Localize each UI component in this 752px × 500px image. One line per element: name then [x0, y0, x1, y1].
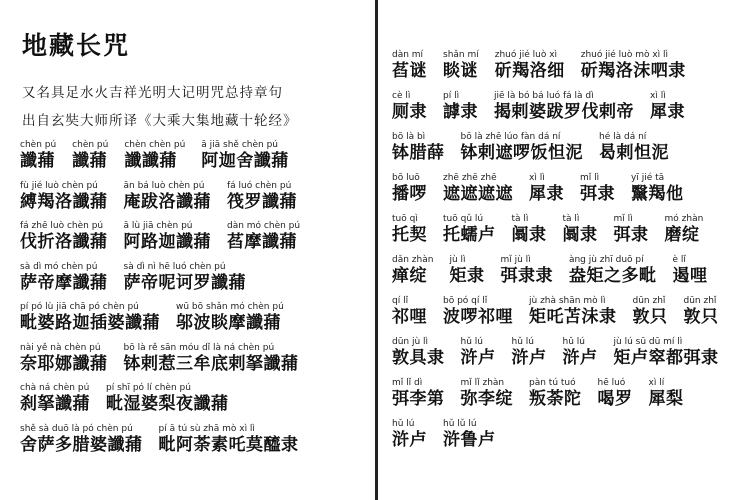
mantra-phrase: [449, 255, 484, 287]
mantra-row: [392, 337, 735, 369]
mantra-phrase: [631, 173, 684, 205]
pinyin-text: dūn zhǐ: [683, 296, 717, 306]
hanzi-text: 播啰: [392, 184, 427, 204]
hanzi-text: 睒谜: [443, 61, 478, 81]
mantra-phrase: [529, 296, 617, 328]
hanzi-text: 瘅绽: [392, 266, 427, 286]
pinyin-text: hē luó: [597, 378, 626, 388]
hanzi-text: 矩卢窣都弭隶: [613, 348, 719, 368]
mantra-phrase: [563, 337, 598, 369]
page-divider: [375, 0, 378, 500]
pinyin-text: chèn pú: [72, 140, 109, 150]
hanzi-text: 犀隶: [529, 184, 564, 204]
hanzi-text: 敦只: [632, 307, 668, 327]
mantra-phrase: [124, 181, 212, 213]
hanzi-text: 遏哩: [672, 266, 708, 286]
pinyin-text: zhē zhē zhē: [443, 173, 497, 183]
mantra-phrase: [106, 383, 229, 415]
pinyin-text: bō là bì: [392, 132, 426, 142]
hanzi-text: 萏谜: [392, 61, 427, 81]
hanzi-text: 曷剌怛泥: [599, 143, 669, 163]
hanzi-text: 钵剌遮啰饭怛泥: [460, 143, 583, 163]
pinyin-text: xì lì: [650, 91, 666, 101]
mantra-phrase: [614, 214, 649, 246]
pinyin-text: dūn zhǐ: [632, 296, 666, 306]
pinyin-text: mǐ lǐ dì: [392, 378, 423, 388]
hanzi-text: 斫羯洛沫呬隶: [580, 61, 686, 81]
mantra-row: [392, 50, 702, 82]
hanzi-text: 托蠕卢: [443, 225, 496, 245]
mantra-phrase: [20, 383, 90, 415]
hanzi-text: 讖蒱: [20, 151, 55, 171]
mantra-row: [392, 378, 700, 410]
mantra-phrase: [563, 214, 598, 246]
pinyin-text: tà lì: [562, 214, 580, 224]
mantra-phrase: [569, 255, 657, 287]
pinyin-text: hǔ lú: [511, 337, 534, 347]
pinyin-text: bō là zhē lúo fàn dá ní: [460, 132, 561, 142]
hanzi-text: 阿迦舍讖蒱: [201, 151, 289, 171]
pinyin-text: nài yě nà chèn pú: [20, 342, 101, 353]
mantra-phrase: [461, 378, 514, 410]
mantra-phrase: [599, 132, 669, 164]
hanzi-text: 浒卢: [460, 348, 496, 368]
mantra-row: [20, 424, 315, 456]
mantra-phrase: [614, 337, 719, 369]
hanzi-text: 萨帝呢诃罗讖蒱: [123, 272, 246, 293]
hanzi-text: 弭隶隶: [500, 266, 553, 286]
mantra-phrase: [633, 296, 668, 328]
hanzi-text: 邬波睒摩讖蒱: [176, 313, 281, 333]
mantra-phrase: [443, 50, 479, 82]
mantra-phrase: [650, 91, 685, 123]
mantra-phrase: [392, 132, 445, 164]
left-page: [0, 0, 374, 500]
hanzi-text: 萨帝摩讖蒱: [20, 272, 108, 293]
hanzi-text: 矩吒苫沬隶: [529, 307, 617, 327]
hanzi-text: 筏罗讖蒱: [227, 191, 297, 212]
mantra-row: [20, 343, 315, 375]
hanzi-text: 矩隶: [449, 266, 485, 286]
mantra-phrase: [598, 378, 633, 410]
hanzi-text: 犀隶: [650, 102, 685, 122]
pinyin-text: è lǐ: [672, 255, 686, 265]
hanzi-text: 毗婆路迦插婆讖蒱: [20, 313, 160, 333]
mantra-phrase: [20, 424, 143, 456]
hanzi-text: 弥李绽: [460, 389, 513, 409]
pinyin-text: tuō qì: [392, 214, 418, 224]
hanzi-text: 黳羯他: [631, 184, 684, 204]
pinyin-text: hǔ lú: [460, 337, 483, 347]
mantra-phrase: [443, 91, 478, 123]
pinyin-text: dūn jù lì: [392, 337, 429, 347]
mantra-row: [20, 140, 305, 172]
pinyin-text: chèn pú: [20, 140, 57, 150]
mantra-phrase: [495, 50, 565, 82]
mantra-phrase: [20, 262, 108, 294]
hanzi-text: 萏摩讖蒱: [227, 232, 297, 252]
mantra-phrase: [124, 343, 299, 375]
mantra-phrase: [512, 214, 547, 246]
mantra-phrase: [392, 214, 427, 246]
mantra-phrase: [529, 173, 564, 205]
hanzi-text: 波啰祁哩: [443, 307, 513, 327]
hanzi-text: 阘隶: [562, 225, 598, 245]
mantra-row: [20, 383, 245, 415]
hanzi-text: 縛羯洛讖蒱: [20, 191, 108, 212]
subtitle-line-1: 又名具足水火吉祥光明大记明咒总持章句: [22, 85, 283, 101]
pinyin-text: pí ā tú sù zhā mò xì lì: [158, 423, 255, 434]
subtitle-line-2: 出自玄奘大师所译《大乘大集地藏十轮经》: [22, 113, 298, 129]
pinyin-text: dàn mó chèn pú: [227, 221, 301, 231]
pinyin-text: wū bō shǎn mó chèn pú: [176, 302, 284, 312]
pinyin-text: jiē là bó bá luó fá là dì: [494, 91, 594, 101]
pinyin-text: ā jiā shě chèn pú: [201, 140, 278, 150]
mantra-row: [392, 173, 700, 205]
pinyin-text: bō luō: [392, 173, 420, 183]
mantra-phrase: [124, 140, 185, 172]
hanzi-text: 刹拏讖蒱: [20, 394, 90, 414]
pinyin-text: pí lì: [443, 91, 460, 101]
mantra-phrase: [392, 337, 445, 369]
mantra-row: [392, 214, 719, 246]
mantra-phrase: [581, 50, 686, 82]
pinyin-text: fá luó chèn pú: [227, 180, 292, 191]
pinyin-text: sà dì nì hē luó chèn pú: [123, 261, 226, 272]
pinyin-text: xì lí: [648, 378, 665, 388]
mantra-phrase: [580, 173, 615, 205]
hanzi-text: 浒卢: [511, 348, 547, 368]
mantra-row: [392, 419, 512, 451]
pinyin-text: pí shī pó lí chèn pú: [106, 383, 191, 393]
mantra-phrase: [529, 378, 582, 410]
mantra-phrase: [124, 221, 212, 253]
mantra-phrase: [124, 262, 247, 294]
hanzi-text: 弭隶: [613, 225, 649, 245]
pinyin-text: hǔ lǔ lú: [443, 419, 477, 429]
hanzi-text: 遮遮遮遮: [443, 184, 513, 204]
hanzi-text: 钵剌惹三牟底剌拏讖蒱: [123, 353, 299, 374]
mantra-phrase: [672, 255, 707, 287]
pinyin-text: pí pó lù jiā chā pó chèn pú: [20, 302, 139, 312]
pinyin-text: bō là rě sān móu dǐ là ná chèn pú: [123, 342, 275, 353]
mantra-phrase: [649, 378, 684, 410]
mantra-phrase: [443, 296, 513, 328]
pinyin-text: tuō qǔ lú: [443, 214, 484, 224]
hanzi-text: 托契: [392, 225, 427, 245]
pinyin-text: yī jié tā: [631, 173, 665, 183]
hanzi-text: 伐折洛讖蒱: [20, 232, 108, 252]
pinyin-text: zhuó jié luò xì: [494, 50, 558, 60]
pinyin-text: sà dì mó chèn pú: [20, 261, 98, 272]
hanzi-text: 祁哩: [392, 307, 427, 327]
mantra-phrase: [443, 214, 496, 246]
pinyin-text: hǔ lú: [562, 337, 585, 347]
mantra-phrase: [512, 337, 547, 369]
mantra-phrase: [392, 255, 433, 287]
pinyin-text: jù lì: [449, 255, 466, 265]
hanzi-text: 毗阿荼素吒莫醯隶: [158, 434, 299, 455]
mantra-phrase: [443, 419, 496, 451]
mantra-phrase: [461, 132, 584, 164]
mantra-phrase: [461, 337, 496, 369]
mantra-phrase: [392, 419, 427, 451]
pinyin-text: hé là dá ní: [599, 132, 647, 142]
hanzi-text: 斫羯洛细: [494, 61, 565, 81]
hanzi-text: 毗湿婆梨夜讖蒱: [106, 394, 229, 414]
mantra-phrase: [176, 302, 284, 334]
hanzi-text: 讖蒱: [72, 151, 108, 171]
hanzi-text: 磨绽: [664, 225, 700, 245]
pinyin-text: qí lǐ: [392, 296, 409, 306]
hanzi-text: 叛荼陀: [529, 389, 582, 409]
mantra-phrase: [500, 255, 553, 287]
mantra-phrase: [392, 50, 427, 82]
mantra-phrase: [72, 140, 108, 172]
mantra-phrase: [494, 91, 634, 123]
mantra-row: [20, 262, 262, 294]
hanzi-text: 敦只: [683, 307, 719, 327]
hanzi-text: 弭李第: [392, 389, 445, 409]
mantra-phrase: [684, 296, 719, 328]
pinyin-text: hǔ lú: [392, 419, 415, 429]
mantra-row: [392, 91, 701, 123]
mantra-phrase: [20, 221, 108, 253]
hanzi-text: 敦具隶: [392, 348, 445, 368]
pinyin-text: shě sà duō là pó chèn pú: [20, 423, 133, 434]
mantra-phrase: [392, 378, 445, 410]
mantra-phrase: [20, 181, 108, 213]
mantra-phrase: [392, 173, 427, 205]
hanzi-text: 钵腊薛: [392, 143, 445, 163]
pinyin-text: mǐ jù lì: [500, 255, 531, 265]
hanzi-text: 犀梨: [648, 389, 684, 409]
hanzi-text: 謼隶: [443, 102, 478, 122]
hanzi-text: 浒鲁卢: [443, 430, 496, 450]
hanzi-text: 盎矩之多毗: [568, 266, 657, 286]
pinyin-text: shǎn mí: [443, 50, 479, 60]
pinyin-text: chèn chèn pú: [124, 140, 186, 150]
hanzi-text: 揭剌婆跋罗伐剌帝: [494, 102, 634, 122]
hanzi-text: 厕隶: [392, 102, 427, 122]
pinyin-text: pàn tú tuó: [529, 378, 576, 388]
page-title: 地藏长咒: [22, 31, 131, 60]
mantra-phrase: [227, 181, 297, 213]
mantra-row: [392, 296, 735, 328]
hanzi-text: 庵跋洛讖蒱: [123, 191, 211, 212]
pinyin-text: fù jié luò chèn pú: [20, 180, 98, 191]
mantra-row: [20, 181, 313, 213]
pinyin-text: mó zhàn: [664, 214, 704, 224]
pinyin-text: dàn mí: [392, 50, 424, 60]
mantra-phrase: [20, 343, 108, 375]
pinyin-text: cè lì: [392, 91, 411, 101]
mantra-row: [392, 132, 685, 164]
pinyin-text: mǐ lì: [580, 173, 600, 183]
pinyin-text: mǐ lì: [613, 214, 633, 224]
pinyin-text: fá zhē luò chèn pú: [20, 221, 104, 231]
pinyin-text: ā lù jiā chèn pú: [123, 221, 193, 231]
hanzi-text: 阿路迦讖蒱: [123, 232, 211, 252]
pinyin-text: xì lì: [529, 173, 545, 183]
hanzi-text: 弭隶: [580, 184, 615, 204]
hanzi-text: 舍萨多腊婆讖蒱: [20, 434, 143, 455]
mantra-row: [20, 221, 316, 253]
pinyin-text: ān bá luò chèn pú: [123, 180, 205, 191]
mantra-phrase: [665, 214, 704, 246]
mantra-row: [20, 302, 300, 334]
mantra-phrase: [392, 296, 427, 328]
pinyin-text: jù zhà shān mò lì: [529, 296, 606, 306]
mantra-phrase: [392, 91, 427, 123]
pinyin-text: mǐ lǐ zhàn: [460, 378, 505, 388]
hanzi-text: 阘隶: [511, 225, 547, 245]
hanzi-text: 喝罗: [597, 389, 633, 409]
hanzi-text: 讖讖蒱: [124, 151, 177, 171]
hanzi-text: 奈耶娜讖蒱: [20, 353, 108, 374]
mantra-phrase: [159, 424, 299, 456]
pinyin-text: bō pó qí lǐ: [443, 296, 488, 306]
right-page: [380, 0, 752, 500]
mantra-phrase: [443, 173, 513, 205]
pinyin-text: jù lú sū dū mí lì: [613, 337, 683, 347]
pinyin-text: zhuó jié luò mò xì lì: [580, 50, 669, 60]
mantra-phrase: [227, 221, 300, 253]
mantra-phrase: [20, 302, 160, 334]
hanzi-text: 浒卢: [392, 430, 427, 450]
mantra-phrase: [20, 140, 56, 172]
mantra-row: [392, 255, 723, 287]
mantra-phrase: [201, 140, 289, 172]
pinyin-text: dǎn zhàn: [392, 255, 434, 265]
hanzi-text: 浒卢: [562, 348, 598, 368]
pinyin-text: tà lì: [511, 214, 529, 224]
pinyin-text: chà ná chèn pú: [20, 383, 90, 393]
pinyin-text: àng jù zhī duō pí: [568, 255, 644, 265]
